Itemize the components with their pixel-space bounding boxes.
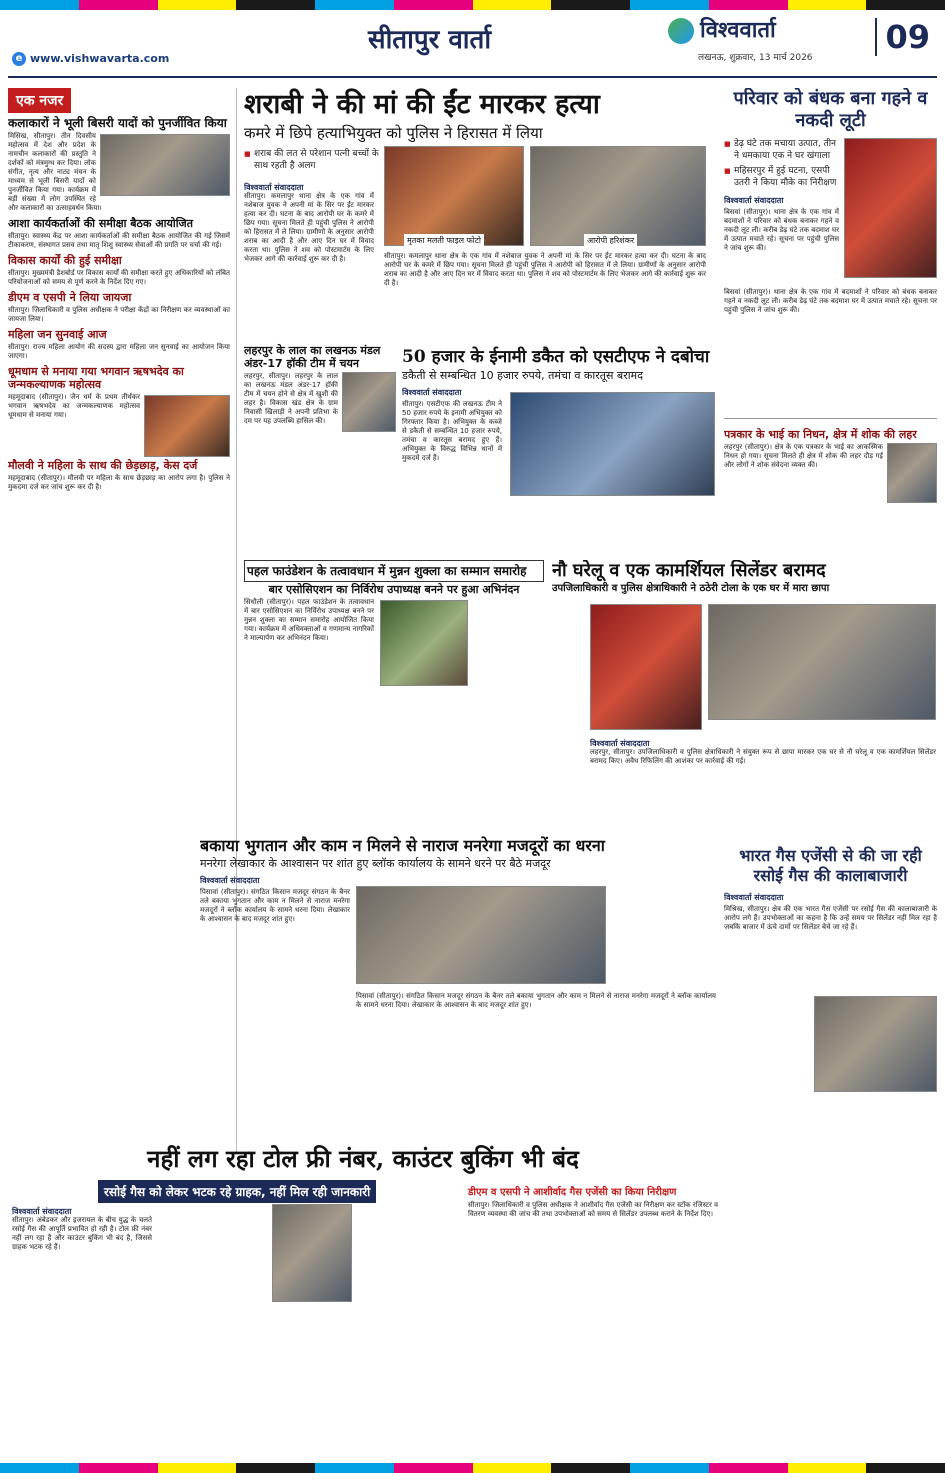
hockey-headline: लहरपुर के लाल का लखनऊ मंडल अंडर-17 हॉकी टीम में चयन — [244, 344, 381, 370]
dacoit-headline: 50 हजार के ईनामी डकैत को एसटीएफ ने दबोचा — [402, 347, 710, 367]
brief-photo — [100, 134, 230, 196]
toll-byline: विश्ववार्ता संवाददाता — [12, 1207, 72, 1216]
brief-photo — [144, 395, 230, 457]
lead-body: सीतापुर। कमलापुर थाना क्षेत्र के एक गांव में नशेबाज युवक ने अपनी मां के सिर पर ईंट मारकर हत्या कर दी। घटना के बाद आरोपी घर के कमरे में छिप गया। सूचना मिलते ही पहुंची पुलिस ने आरोपी को हिरासत में ले लिया। ग्रामीणों के अनुसार आरोपी शराब का आदी है और आए दिन घर में विवाद करता था। पुलिस ने शव को पोस्टमार्टम के लिए भेजकर आगे की कार्रवाई शुरू कर दी है। — [244, 192, 374, 263]
right-top-headline: परिवार को बंधक बना गहने व नकदी लूटी — [733, 88, 928, 131]
dacoit-byline: विश्ववार्ता संवाददाता — [402, 388, 462, 397]
cylinder-story — [552, 560, 937, 828]
brief-headline: आशा कार्यकर्ताओं की समीक्षा बैठक आयोजित — [8, 217, 193, 230]
brief-headline: डीएम व एसपी ने लिया जायजा — [8, 291, 132, 304]
pahal-body: सिधौली (सीतापुर)। पहल फाउंडेशन के तत्वावधान में बार एसोसिएशन का निर्विरोध उपाध्यक्ष बनने पर मुन्नन शुक्ला का सम्मान समारोह आयोजित किया गया। कार्यक्रम में अधिवक्ताओं व गणमान्य नागरिकों ने माल्यार्पण कर अभिनंदन किया। — [244, 598, 374, 642]
toll-free-story — [8, 1144, 718, 1458]
dacoit-photo — [510, 392, 715, 496]
lead-callout: ■ शराब की लत से परेशान पत्नी बच्चों के साथ रहती है अलग — [244, 148, 394, 175]
hockey-body: लहरपुर, सीतापुर। लहरपुर के लाल का लखनऊ मंडल अंडर-17 हॉकी टीम में चयन होने से क्षेत्र में खुशी की लहर है। विकास खंड क्षेत्र के ग्राम निवासी खिलाड़ी ने अपनी प्रतिभा के दम पर यह उपलब्धि हासिल की। — [244, 372, 338, 425]
mgnrega-byline: विश्ववार्ता संवाददाता — [200, 876, 260, 885]
brief-body: महमूदाबाद (सीतापुर)। जैन धर्म के प्रथम तीर्थंकर भगवान ऋषभदेव का जन्मकल्याणक महोत्सव धूमधाम से मनाया गया। — [8, 393, 140, 419]
dacoit-story — [402, 346, 720, 551]
brief-body: मिसिख, सीतापुर। तीन दिवसीय महोत्सव में देश और प्रदेश के नामचीन कलाकारों की प्रस्तुति ने दर्शकों को मंत्रमुग्ध कर दिया। लोक संगीत, नृत्य और नाट्य मंचन के माध्यम से भूली बिसरी यादों को पुनर्जीवित किया गया। कार्यक्रम में बड़ी संख्या में लोग उपस्थित रहे और कलाकारों का उत्साहवर्धन किया। — [8, 132, 102, 212]
brief-headline: मौलवी ने महिला के साथ की छेड़छाड़, केस दर्ज — [8, 459, 198, 472]
ek-nazar-label: एक नजर — [8, 88, 71, 113]
color-registration-bar — [0, 0, 945, 10]
hockey-story — [244, 340, 396, 550]
photo-caption: आरोपी हरिशंकर — [584, 234, 637, 247]
mgnrega-subhead: मनरेगा लेखाकार के आश्वासन पर शांत हुए ब्लॉक कार्यालय के सामने धरने पर बैठे मजदूर — [200, 857, 551, 870]
cylinder-subhead: उपजिलाधिकारी व पुलिस क्षेत्राधिकारी ने ठठेरी टोला के एक घर में मारा छापा — [552, 583, 830, 594]
section-title: सीतापुर वार्ता — [368, 25, 492, 55]
lead-photo-victim — [384, 146, 524, 246]
pahal-story — [244, 560, 544, 760]
inspection-body: सीतापुर। जिलाधिकारी व पुलिस अधीक्षक ने आशीर्वाद गैस एजेंसी का निरीक्षण कर स्टॉक रजिस्टर व वितरण व्यवस्था की जांच की तथा उपभोक्ताओं को समय से सिलेंडर उपलब्ध कराने के निर्देश दिए। — [468, 1201, 718, 1218]
right-top-photo — [844, 138, 937, 278]
journalist-photo — [887, 443, 937, 503]
pahal-photo — [380, 600, 468, 686]
brief-body: सीतापुर। जिलाधिकारी व पुलिस अधीक्षक ने परीक्षा केंद्रों का निरीक्षण कर व्यवस्थाओं का जायजा लिया। — [8, 306, 230, 323]
gas-agency-headline: भारत गैस एजेंसी से की जा रही रसोई गैस की कालाबाजारी — [739, 846, 922, 885]
color-registration-bar — [0, 1463, 945, 1473]
page-number: 09 — [875, 18, 930, 56]
cylinder-photo — [590, 604, 702, 730]
right-top-story — [724, 88, 937, 628]
e-logo-icon: e — [12, 52, 26, 66]
gas-agency-story — [724, 846, 937, 1336]
brand-name: विश्ववार्ता — [668, 14, 776, 44]
brief-body: सीतापुर। स्वास्थ्य केंद्र पर आशा कार्यकर्ताओं की समीक्षा बैठक आयोजित की गई जिसमें टीकाकरण, संस्थागत प्रसव तथा मातृ शिशु स्वास्थ्य सेवाओं की प्रगति पर चर्चा की गई। — [8, 232, 230, 249]
dacoit-body: सीतापुर। एसटीएफ की लखनऊ टीम ने 50 हजार रुपये के इनामी अभियुक्त को गिरफ्तार किया है। अभियुक्त के कब्जे से डकैती से सम्बन्धित 10 हजार रुपये, तमंचा व कारतूस बरामद हुए हैं। अभियुक्त के विरुद्ध विभिन्न थानों में मुकदमे दर्ज हैं। — [402, 400, 502, 462]
dateline: लखनऊ, शुक्रवार, 13 मार्च 2026 — [698, 53, 813, 63]
toll-subhead: रसोई गैस को लेकर भटक रहे ग्राहक, नहीं मिल रही जानकारी — [98, 1180, 376, 1203]
inspection-headline: डीएम व एसपी ने आशीर्वाद गैस एजेंसी का किया निरीक्षण — [468, 1187, 677, 1198]
lead-photo-accused — [530, 146, 706, 246]
mgnrega-photo — [356, 886, 606, 984]
mgnrega-headline: बकाया भुगतान और काम न मिलने से नाराज मनरेगा मजदूरों का धरना — [200, 836, 605, 855]
brief-body: सीतापुर। मुख्यमंत्री डैशबोर्ड पर विकास कार्यों की समीक्षा करते हुए अधिकारियों को लंबित परियोजनाओं को समय से पूर्ण करने के निर्देश दिए गए। — [8, 269, 230, 286]
brief-headline: कलाकारों ने भूली बिसरी यादों को पुनर्जीवित किया — [8, 116, 227, 130]
cylinder-headline: नौ घरेलू व एक कामर्शियल सिलेंडर बरामद — [552, 560, 826, 581]
inspection-story — [468, 1182, 718, 1219]
left-column — [8, 88, 230, 1153]
brand-logo-icon — [668, 18, 694, 44]
mgnrega-body-continued: पिसावां (सीतापुर)। संगठित किसान मजदूर संगठन के बैनर तले बकाया भुगतान और काम न मिलने से नाराज मनरेगा मजदूरों ने ब्लॉक कार्यालय के सामने धरना दिया। लेखाकार के आश्वासन के बाद मजदूर शांत हुए। — [356, 992, 716, 1009]
cylinder-body: लहरपुर, सीतापुर। उपजिलाधिकारी व पुलिस क्षेत्राधिकारी ने संयुक्त रूप से छापा मारकर एक घर से नौ घरेलू व एक कामर्शियल सिलेंडर बरामद किए। अवैध रिफिलिंग की आशंका पर कार्रवाई की गई। — [590, 748, 936, 765]
pahal-headline: पहल फाउंडेशन के तत्वावधान में मुन्नन शुक्ला का सम्मान समारोह — [244, 560, 544, 582]
lead-story — [244, 88, 716, 334]
right-top-bullets: ■ डेढ़ घंटे तक मचाया उत्पात, तीन ने धमकाया एक ने घर खंगाला ■ महिसरपुर में हुई घटना, एसपी उतरी ने किया मौके का निरीक्षण — [724, 138, 839, 189]
right-top-byline: विश्ववार्ता संवाददाता — [724, 196, 784, 205]
brief-body: महमूदाबाद (सीतापुर)। मौलवी पर महिला के साथ छेड़छाड़ का आरोप लगा है। पुलिस ने मुकदमा दर्ज कर जांच शुरू कर दी है। — [8, 474, 230, 491]
site-url[interactable]: e www.vishwavarta.com — [12, 52, 169, 66]
right-top-body: बिसवां (सीतापुर)। थाना क्षेत्र के एक गांव में बदमाशों ने परिवार को बंधक बनाकर गहने व नकदी लूट ली। करीब डेढ़ घंटे तक बदमाश घर में उत्पात मचाते रहे। सूचना पर पहुंची पुलिस ने जांच शुरू की। — [724, 208, 839, 252]
right-top-body-continued: बिसवां (सीतापुर)। थाना क्षेत्र के एक गांव में बदमाशों ने परिवार को बंधक बनाकर गहने व नकदी लूट ली। करीब डेढ़ घंटे तक बदमाश घर में उत्पात मचाते रहे। सूचना पर पहुंची पुलिस ने जांच शुरू की। — [724, 288, 937, 314]
journalist-body: लहरपुर (सीतापुर)। क्षेत्र के एक पत्रकार के भाई का आकस्मिक निधन हो गया। सूचना मिलते ही क्षेत्र में शोक की लहर दौड़ गई और लोगों ने शोक संवेदना व्यक्त की। — [724, 443, 883, 469]
toll-photo — [272, 1204, 352, 1302]
pahal-subhead: बार एसोसिएशन का निर्विरोध उपाध्यक्ष बनने पर हुआ अभिनंदन — [268, 583, 520, 596]
hockey-photo — [342, 372, 396, 432]
toll-body: सीतापुर। अंबेडकर और इजरायल के बीच युद्ध के चलते रसोई गैस की आपूर्ति प्रभावित हो रही है। टोल फ्री नंबर नहीं लग रहा है और काउंटर बुकिंग भी बंद है, जिससे ग्राहक भटक रहे हैं। — [12, 1216, 152, 1251]
photo-caption: मृतका मलती फाइल फोटो — [404, 234, 484, 247]
dacoit-subhead: डकैती से सम्बन्धित 10 हजार रुपये, तमंचा व कारतूस बरामद — [402, 369, 643, 382]
journalist-headline: पत्रकार के भाई का निधन, क्षेत्र में शोक की लहर — [724, 428, 917, 441]
gas-agency-photo — [814, 996, 937, 1092]
brief-headline: महिला जन सुनवाई आज — [8, 328, 107, 341]
lead-subhead: कमरे में छिपे हत्याभियुक्त को पुलिस ने हिरासत में लिया — [244, 124, 543, 142]
lead-headline: शराबी ने की मां की ईंट मारकर हत्या — [244, 89, 600, 120]
lead-body-continued: सीतापुर। कमलापुर थाना क्षेत्र के एक गांव में नशेबाज युवक ने अपनी मां के सिर पर ईंट मारकर हत्या कर दी। घटना के बाद आरोपी घर के कमरे में छिप गया। सूचना मिलते ही पहुंची पुलिस ने आरोपी को हिरासत में ले लिया। ग्रामीणों के अनुसार आरोपी शराब का आदी है और आए दिन घर में विवाद करता था। पुलिस ने शव को पोस्टमार्टम के लिए भेजकर आगे की कार्रवाई शुरू कर दी है। — [384, 252, 706, 287]
header-rule — [8, 76, 937, 78]
brief-headline: धूमधाम से मनाया गया भगवान ऋषभदेव का जन्मकल्याणक महोत्सव — [8, 365, 184, 391]
journalist-story — [724, 424, 937, 503]
masthead — [8, 12, 938, 72]
toll-headline: नहीं लग रहा टोल फ्री नंबर, काउंटर बुकिंग भी बंद — [147, 1144, 579, 1173]
gas-agency-body: मिश्रिख, सीतापुर। क्षेत्र की एक भारत गैस एजेंसी पर रसोई गैस की कालाबाजारी के आरोप लगे हैं। उपभोक्ताओं का कहना है कि उन्हें समय पर सिलेंडर नहीं मिल रहा है जबकि बाजार में ऊंचे दामों पर सिलेंडर बेचे जा रहे हैं। — [724, 905, 937, 931]
brief-body: सीतापुर। राज्य महिला आयोग की सदस्य द्वारा महिला जन सुनवाई का आयोजन किया जाएगा। — [8, 343, 230, 360]
divider — [724, 418, 937, 419]
officials-photo — [708, 604, 936, 720]
gas-agency-byline: विश्ववार्ता संवाददाता — [724, 893, 784, 902]
mgnrega-body: पिसावां (सीतापुर)। संगठित किसान मजदूर संगठन के बैनर तले बकाया भुगतान और काम न मिलने से नाराज मनरेगा मजदूरों ने ब्लॉक कार्यालय के सामने धरना दिया। लेखाकार के आश्वासन के बाद मजदूर शांत हुए। — [200, 888, 350, 923]
mgnrega-story — [200, 836, 720, 1136]
cylinder-byline: विश्ववार्ता संवाददाता — [590, 739, 650, 748]
brief-headline: विकास कार्यों की हुई समीक्षा — [8, 254, 122, 267]
lead-byline: विश्ववार्ता संवाददाता — [244, 183, 304, 192]
